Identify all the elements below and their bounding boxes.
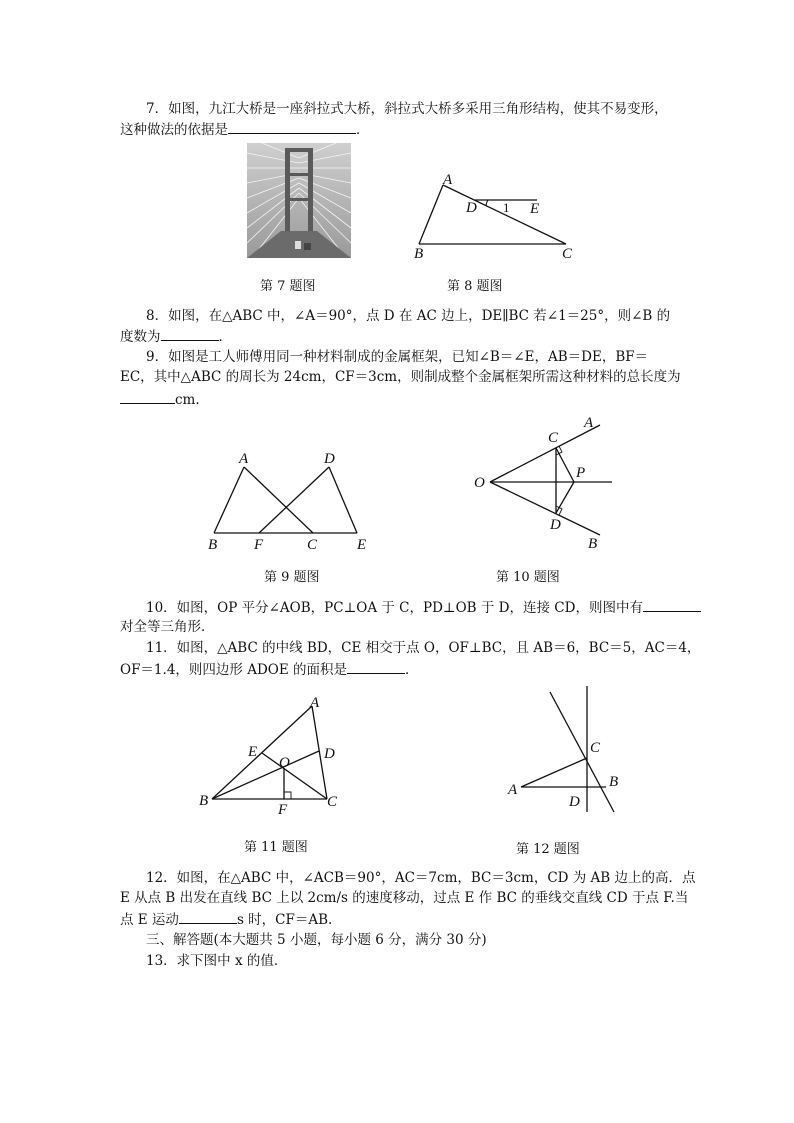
q10-line2: 对全等三角形． bbox=[120, 619, 215, 635]
q9-line2: EC，其中△ABC 的周长为 24cm，CF＝3cm，则制成整个金属框架所需这种材料的总长度为 bbox=[120, 369, 681, 385]
q8-end: ． bbox=[218, 329, 232, 345]
q9-answer-blank[interactable] bbox=[120, 389, 175, 404]
fig8-label-d: D bbox=[466, 200, 477, 216]
q8-answer-blank[interactable] bbox=[161, 326, 219, 341]
q11-end: ． bbox=[404, 662, 419, 678]
q8-text: 度数为 bbox=[120, 329, 161, 345]
figure-11 bbox=[195, 690, 355, 820]
q12-text-a: 点 E 运动 bbox=[120, 912, 179, 928]
fig8-label-angle1: 1 bbox=[503, 200, 510, 215]
q7-answer-blank[interactable] bbox=[228, 119, 356, 134]
bridge-photo bbox=[247, 143, 351, 258]
fig9-label-f: F bbox=[254, 537, 264, 553]
figure-12 bbox=[500, 684, 640, 814]
q11-answer-blank[interactable] bbox=[347, 659, 405, 674]
fig11-label-o: O bbox=[279, 755, 290, 771]
fig9-label-a: A bbox=[239, 451, 249, 467]
q7-line1: 7．如图，九江大桥是一座斜拉式大桥，斜拉式大桥多采用三角形结构，使其不易变形， bbox=[146, 101, 668, 117]
figure-9 bbox=[200, 445, 380, 555]
q7-text: 这种做法的依据是 bbox=[120, 122, 228, 138]
fig9-label-c: C bbox=[307, 537, 318, 553]
q10-line1 bbox=[146, 597, 706, 618]
fig10-label-c: C bbox=[548, 430, 559, 446]
fig10-label-o: O bbox=[474, 475, 485, 491]
fig8-label-a: A bbox=[443, 172, 453, 188]
q9-line1: 9．如图是工人师傅用同一种材料制成的金属框架，已知∠B＝∠E，AB＝DE，BF＝ bbox=[146, 349, 649, 365]
fig11-label-c: C bbox=[327, 794, 338, 810]
figure-8 bbox=[410, 170, 590, 265]
fig9-label-b: B bbox=[208, 537, 218, 553]
q12-line1: 12．如图，在△ABC 中，∠ACB＝90°，AC＝7cm，BC＝3cm，CD 为 AB 边上的高．点 bbox=[146, 870, 696, 886]
fig8-label-b: B bbox=[414, 246, 424, 262]
fig10-caption: 第 10 题图 bbox=[496, 570, 560, 585]
q12-text-b: s 时，CF＝AB. bbox=[236, 912, 333, 928]
q8-line1: 8．如图，在△ABC 中，∠A＝90°，点 D 在 AC 边上，DE∥BC 若∠1＝25°，则∠B 的 bbox=[146, 308, 671, 324]
q9-line3 bbox=[120, 389, 680, 410]
fig11-label-b: B bbox=[199, 793, 209, 809]
q12-line3 bbox=[120, 909, 680, 930]
fig8-caption: 第 8 题图 bbox=[447, 279, 503, 294]
fig11-label-f: F bbox=[278, 802, 288, 818]
fig12-label-d: D bbox=[569, 794, 580, 810]
q7-end: ． bbox=[356, 122, 370, 138]
fig7-caption: 第 7 题图 bbox=[260, 279, 316, 294]
fig10-label-p: P bbox=[576, 465, 586, 481]
fig12-caption: 第 12 题图 bbox=[516, 842, 580, 857]
fig8-label-c: C bbox=[562, 246, 573, 262]
fig11-label-d: D bbox=[324, 746, 335, 762]
fig11-label-a: A bbox=[310, 695, 320, 711]
fig11-caption: 第 11 题图 bbox=[244, 840, 308, 855]
q11-line1: 11．如图，△ABC 的中线 BD，CE 相交于点 O，OF⊥BC，且 AB＝6，BC＝5，AC＝4， bbox=[146, 640, 701, 656]
fig12-label-b: B bbox=[609, 774, 619, 790]
fig10-label-d: D bbox=[550, 517, 561, 533]
fig9-caption: 第 9 题图 bbox=[264, 570, 320, 585]
figure-10 bbox=[470, 410, 620, 555]
q8-line2 bbox=[120, 326, 680, 347]
q11-text: OF＝1.4，则四边形 ADOE 的面积是 bbox=[120, 662, 347, 678]
q10-text: 10．如图，OP 平分∠AOB，PC⊥OA 于 C，PD⊥OB 于 D，连接 CD，则图中有 bbox=[146, 600, 643, 616]
section-3-heading: 三、解答题(本大题共 5 小题，每小题 6 分，满分 30 分) bbox=[146, 932, 487, 948]
fig12-label-a: A bbox=[508, 782, 518, 798]
q11-line2 bbox=[120, 659, 680, 680]
fig11-label-e: E bbox=[248, 744, 258, 760]
q13-line1: 13．求下图中 x 的值． bbox=[146, 953, 288, 969]
fig9-label-d: D bbox=[324, 451, 335, 467]
q12-line2: E 从点 B 出发在直线 BC 上以 2cm/s 的速度移动，过点 E 作 BC 的垂线交直线 CD 于点 F.当 bbox=[120, 890, 689, 906]
q12-answer-blank[interactable] bbox=[179, 909, 237, 924]
fig8-label-e: E bbox=[530, 201, 540, 217]
fig12-label-c: C bbox=[590, 740, 601, 756]
fig10-label-a: A bbox=[584, 415, 594, 431]
q7-line2 bbox=[120, 119, 680, 140]
fig9-label-e: E bbox=[357, 537, 367, 553]
q9-end: cm. bbox=[175, 392, 200, 408]
q10-answer-blank[interactable] bbox=[643, 597, 701, 612]
fig10-label-b: B bbox=[588, 536, 598, 552]
